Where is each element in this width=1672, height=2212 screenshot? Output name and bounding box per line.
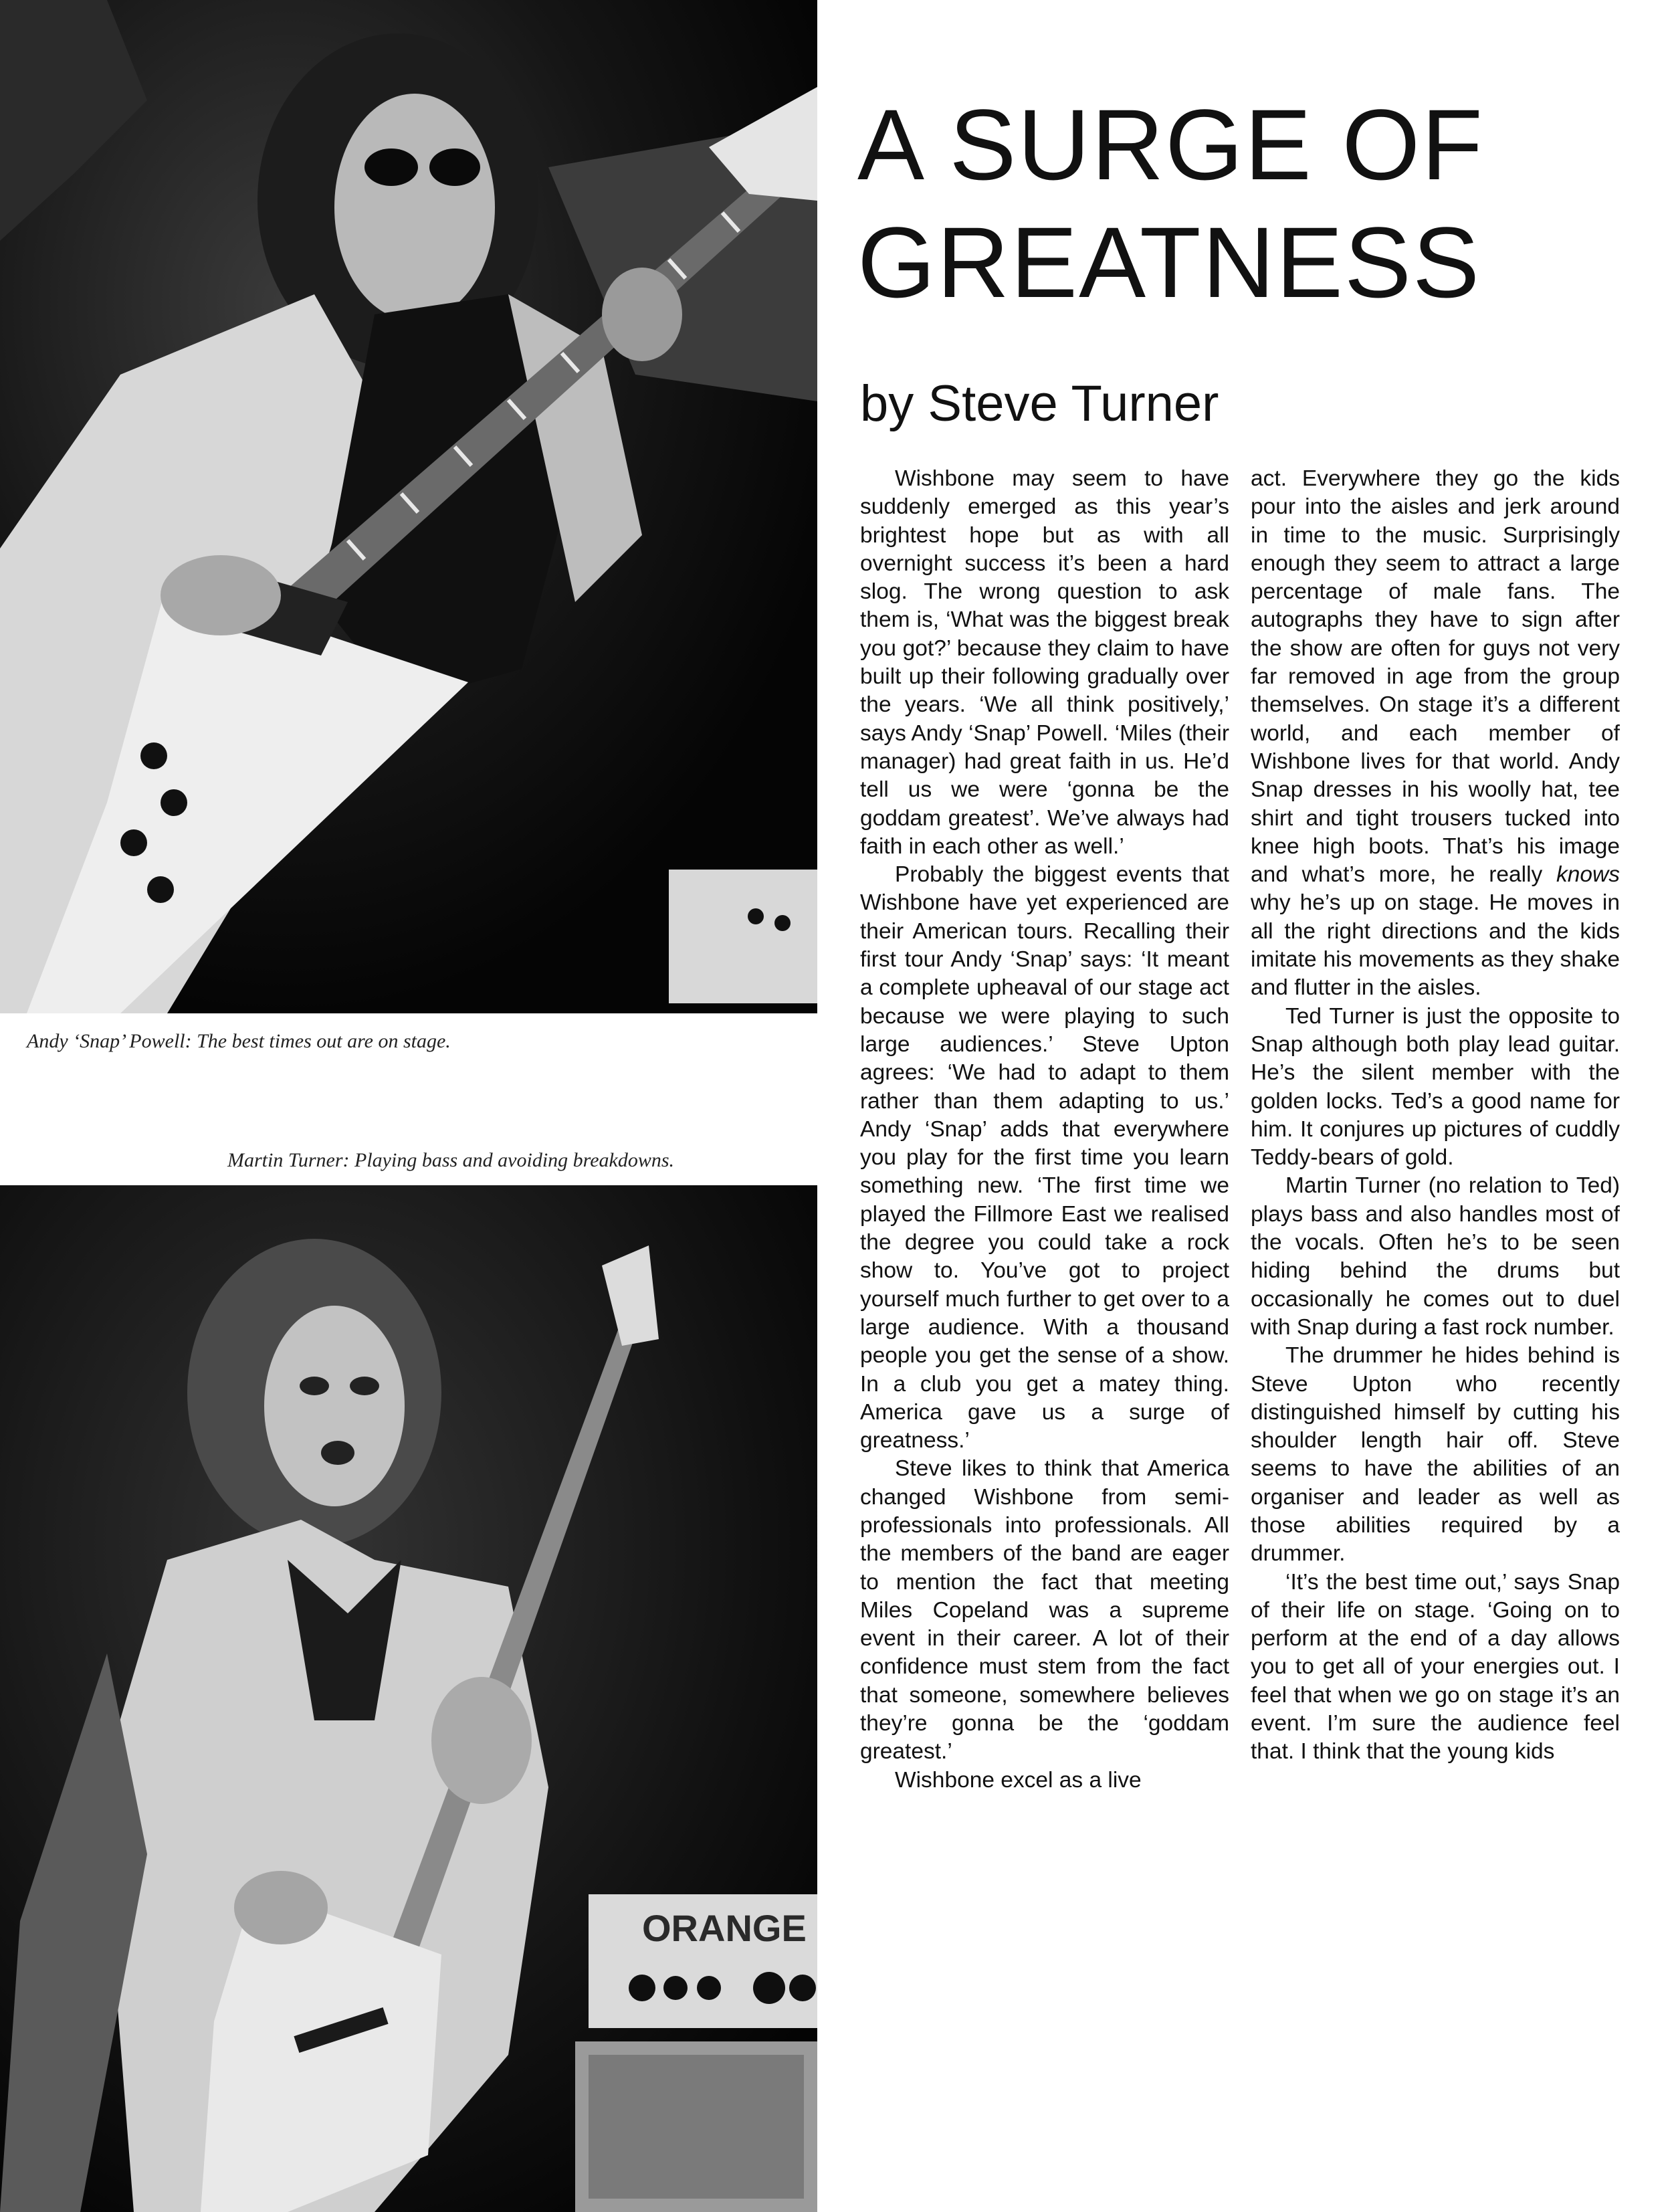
paragraph: Wishbone excel as a live: [895, 1767, 1142, 1793]
paragraph: The drummer he hides behind is Steve Upton who recently distinguished himself by cutting his shoulder length hair off. Steve seems to have the abilities of an organiser and leader as well as those abilities required by a drummer.: [1251, 1343, 1620, 1567]
amp-logo: ORANGE: [642, 1907, 807, 1949]
guitarist-photo-illustration: [0, 0, 817, 1013]
paragraph: ‘It’s the best time out,’ says Snap of their life on stage. ‘Going on to perform at the end of a day allows you to get all of your energies out. I feel that when we go on stage it’s an event. I’m sure the audience feel that. I think that the young kids: [1251, 1569, 1620, 1765]
text-run: act. Everywhere they go the kids pour into the aisles and jerk around in time to the music. Surprisingly enough they seem to attract a large percentage of male fans. The autographs they have to sign after the show are often for guys not very far removed in age from the group themselves. On stage it’s a different world, and each member of Wishbone lives for that world. Andy Snap dresses in his woolly hat, tee shirt and tight trousers tucked into knee high boots. That’s his image and what’s more, he really: [1251, 466, 1620, 888]
article-byline: by Steve Turner: [860, 375, 1219, 432]
article-column-left: [860, 465, 1229, 1795]
paragraph: Ted Turner is just the opposite to Snap although both play lead guitar. He’s the silent member with the golden locks. Ted’s a good name for him. It conjures up pictures of cuddly Teddy-bears of gold.: [1251, 1003, 1620, 1171]
paragraph: Steve likes to think that America changed Wishbone from semi-professionals into professionals. All the members of the band are eager to mention the fact that meeting Miles Copeland was a supreme event in their career. A lot of their confidence must stem from the fact that someone, somewhere believes they’re gonna be the ‘goddam greatest.’: [860, 1456, 1229, 1765]
emphasis-text: knows: [1556, 862, 1621, 888]
paragraph-continued: [1251, 465, 1620, 1003]
photo-martin-turner: [0, 1185, 817, 2212]
paragraph: Probably the biggest events that Wishbone have yet experienced are their American tours. Recalling their first tour Andy ‘Snap’ says: ‘It meant a complete upheaval of our stage act because we were playing to such large audiences.’ Steve Upton agrees: ‘We had to adapt to them rather than them adapting to us.’ Andy ‘Snap’ adds that everywhere you play for the first time you learn something new. ‘The first time we played the Fillmore East we realised the degree you could take a rock show to. You’ve got to project yourself much further to get over to a large audience. With a thousand people you get the sense of a show. In a club you get a matey thing. America gave us a surge of greatness.’: [860, 862, 1229, 1453]
article-title: A SURGE OF GREATNESS: [857, 88, 1484, 318]
article-column-right: [1251, 465, 1620, 1767]
photo-andy-snap-powell: [0, 0, 817, 1013]
photo-caption-bottom: Martin Turner: Playing bass and avoiding breakdowns.: [227, 1149, 675, 1171]
bassist-photo-illustration: [0, 1185, 817, 2212]
paragraph: Wishbone may seem to have suddenly emerged as this year’s brightest hope but as with all overnight success it’s been a hard slog. The wrong question to ask them is, ‘What was the biggest break you got?’ because they claim to have built up their following gradually over the years. ‘We all think positively,’ says Andy ‘Snap’ Powell. ‘Miles (their manager) had great faith in us. He’d tell us we were ‘gonna be the goddam greatest’. We’ve always had faith in each other as well.’: [860, 466, 1229, 859]
paragraph: Martin Turner (no relation to Ted) plays bass and also handles most of the vocals. Often he’s to be seen hiding behind the drums but occasionally he comes out to duel with Snap during a fast rock number.: [1251, 1173, 1620, 1340]
photo-caption-top: Andy ‘Snap’ Powell: The best times out are on stage.: [27, 1030, 451, 1052]
text-run: why he’s up on stage. He moves in all the right directions and the kids imitate his movements as they shake and flutter in the aisles.: [1251, 890, 1620, 1001]
